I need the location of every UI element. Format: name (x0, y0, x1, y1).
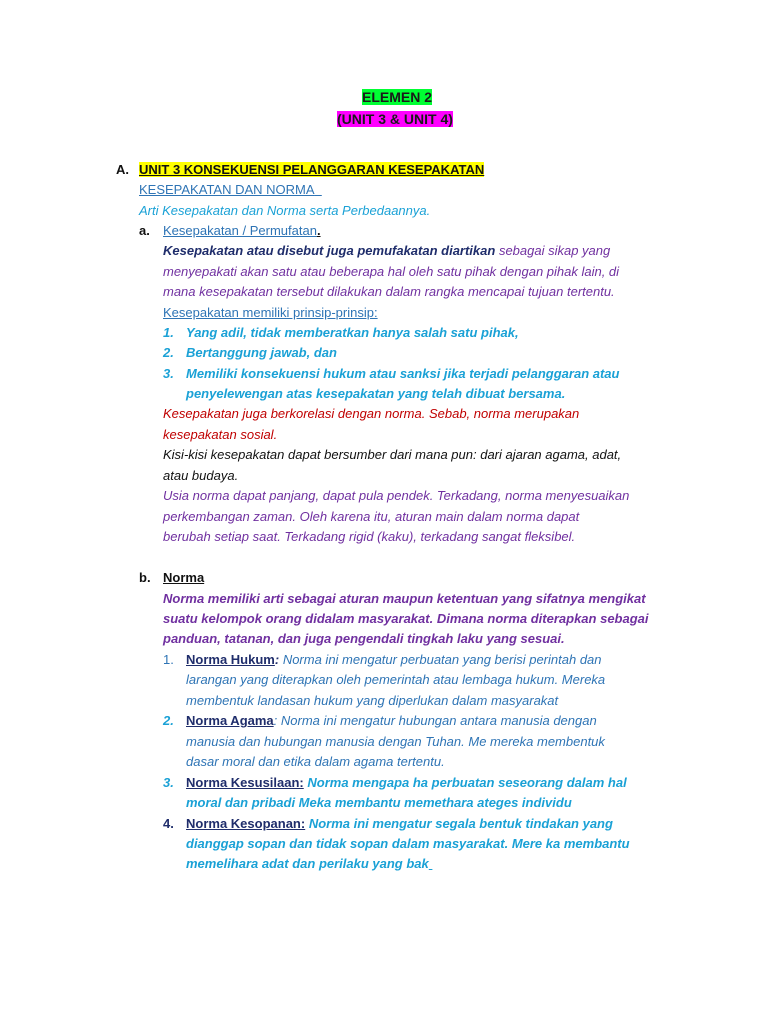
norm-type-2-line-3: dasar moral dan etika dalam agama tertentu. (186, 754, 445, 769)
correlation-text-line-2: kesepakatan sosial. (163, 427, 278, 442)
norm-type-2-label: Norma Agama (186, 713, 274, 728)
item-a-definition-line-3: mana kesepakatan tersebut dilakukan dalam rangka mencapai tujuan tertentu. (163, 284, 615, 299)
norm-type-4-line-3 (186, 855, 432, 873)
norm-age-text-line-2: perkembangan zaman. Oleh karena itu, aturan main dalam norma dapat (163, 509, 580, 524)
document-title (362, 88, 432, 106)
item-a-heading-dot: . (316, 223, 321, 238)
item-a-definition-line-1 (163, 242, 610, 260)
title-text: ELEMEN 2 (362, 89, 433, 105)
norma-definition-line-2: suatu kelompok orang didalam masyarakat. Dimana norma diterapkan sebagai (163, 611, 649, 626)
norm-type-1-line-2: larangan yang diterapkan oleh pemerintah atau lembaga hukum. Mereka (186, 672, 606, 687)
norma-definition-line-1: Norma memiliki arti sebagai aturan maupun ketentuan yang sifatnya mengikat (163, 591, 646, 606)
norm-type-3-line-2: moral dan pribadi Meka membantu memethara ateges individu (186, 795, 572, 810)
norm-type-3-label: Norma Kesusilaan: (186, 775, 304, 790)
correlation-text-line-1: Kesepakatan juga berkorelasi dengan norma. Sebab, norma merupakan (163, 406, 580, 421)
norm-type-4-line-2: dianggap sopan dan tidak sopan dalam masyarakat. Mere ka membantu (186, 836, 630, 851)
item-b-heading: Norma (163, 570, 205, 585)
item-a-heading (163, 222, 321, 240)
subheading-text: KESEPAKATAN DAN NORMA (139, 182, 315, 197)
norm-age-text-line-3: berubah setiap saat. Terkadang rigid (kaku), terkadang sangat fleksibel. (163, 529, 576, 544)
item-b-marker: b. (139, 570, 151, 585)
norm-type-4-line-3-text: memelihara adat dan perilaku yang bak (186, 856, 429, 871)
norm-type-3-line-1 (186, 774, 627, 792)
item-a-definition-line-2: menyepakati akan satu atau beberapa hal oleh satu pihak dengan pihak lain, di (163, 264, 620, 279)
subheading-trailing-space (315, 182, 322, 197)
principle-1-text: Yang adil, tidak memberatkan hanya salah satu pihak, (186, 325, 519, 340)
norm-age-text-line-1: Usia norma dapat panjang, dapat pula pendek. Terkadang, norma menyesuaikan (163, 488, 630, 503)
section-a-marker: A. (116, 162, 129, 177)
norm-type-1-label: Norma Hukum (186, 652, 275, 667)
norm-type-4-number: 4. (163, 816, 174, 831)
norm-type-3-number: 3. (163, 775, 174, 790)
principle-2-text: Bertanggung jawab, dan (186, 345, 337, 360)
principle-3-text-line-1: Memiliki konsekuensi hukum atau sanksi jika terjadi pelanggaran atau (186, 366, 620, 381)
sources-text-line-1: Kisi-kisi kesepakatan dapat bersumber dari mana pun: dari ajaran agama, adat, (163, 447, 622, 462)
document-subtitle (337, 110, 453, 128)
norm-type-4-label: Norma Kesopanan: (186, 816, 306, 831)
norm-type-1-number: 1. (163, 652, 174, 667)
norm-type-2-number: 2. (163, 713, 174, 728)
norm-type-4-text: Norma ini mengatur segala bentuk tindakan yang (305, 816, 613, 831)
section-a-heading (139, 161, 484, 179)
sources-text-line-2: atau budaya. (163, 468, 239, 483)
item-a-heading-text: Kesepakatan / Permufatan (163, 223, 317, 238)
item-a-marker: a. (139, 223, 150, 238)
trailing-underline (429, 856, 433, 871)
subtitle-text: (UNIT 3 & UNIT 4) (337, 111, 453, 127)
principle-2-number: 2. (163, 345, 174, 360)
norm-type-1-line-1 (186, 651, 602, 669)
section-a-intro: Arti Kesepakatan dan Norma serta Perbedaannya. (139, 203, 431, 218)
principle-3-number: 3. (163, 366, 174, 381)
norm-type-4-line-1 (186, 815, 613, 833)
principle-3-text-line-2: penyelewengan atas kesepakatan yang telah dibuat bersama. (186, 386, 566, 401)
definition-rest: sebagai sikap yang (495, 243, 611, 258)
norm-type-1-text: Norma ini mengatur perbuatan yang berisi perintah dan (279, 652, 602, 667)
norma-definition-line-3: panduan, tatanan, dan juga pengendali tingkah laku yang sesuai. (163, 631, 565, 646)
norm-type-1-line-3: membentuk landasan hukum yang diperlukan dalam masyarakat (186, 693, 559, 708)
definition-bold: Kesepakatan atau disebut juga pemufakatan diartikan (163, 243, 496, 258)
principle-1-number: 1. (163, 325, 174, 340)
norm-type-1-separator: : (274, 652, 280, 667)
norm-type-3-text: Norma mengapa ha perbuatan seseorang dalam hal (303, 775, 627, 790)
norm-type-2-line-2: manusia dan hubungan manusia dengan Tuhan. Me mereka membentuk (186, 734, 605, 749)
section-a-subheading (139, 181, 322, 199)
section-a-heading-text: UNIT 3 KONSEKUENSI PELANGGARAN KESEPAKATAN (139, 162, 485, 177)
principles-heading: Kesepakatan memiliki prinsip-prinsip: (163, 305, 378, 320)
norm-type-2-line-1 (186, 712, 597, 730)
norm-type-2-text: : Norma ini mengatur hubungan antara manusia dengan (273, 713, 597, 728)
